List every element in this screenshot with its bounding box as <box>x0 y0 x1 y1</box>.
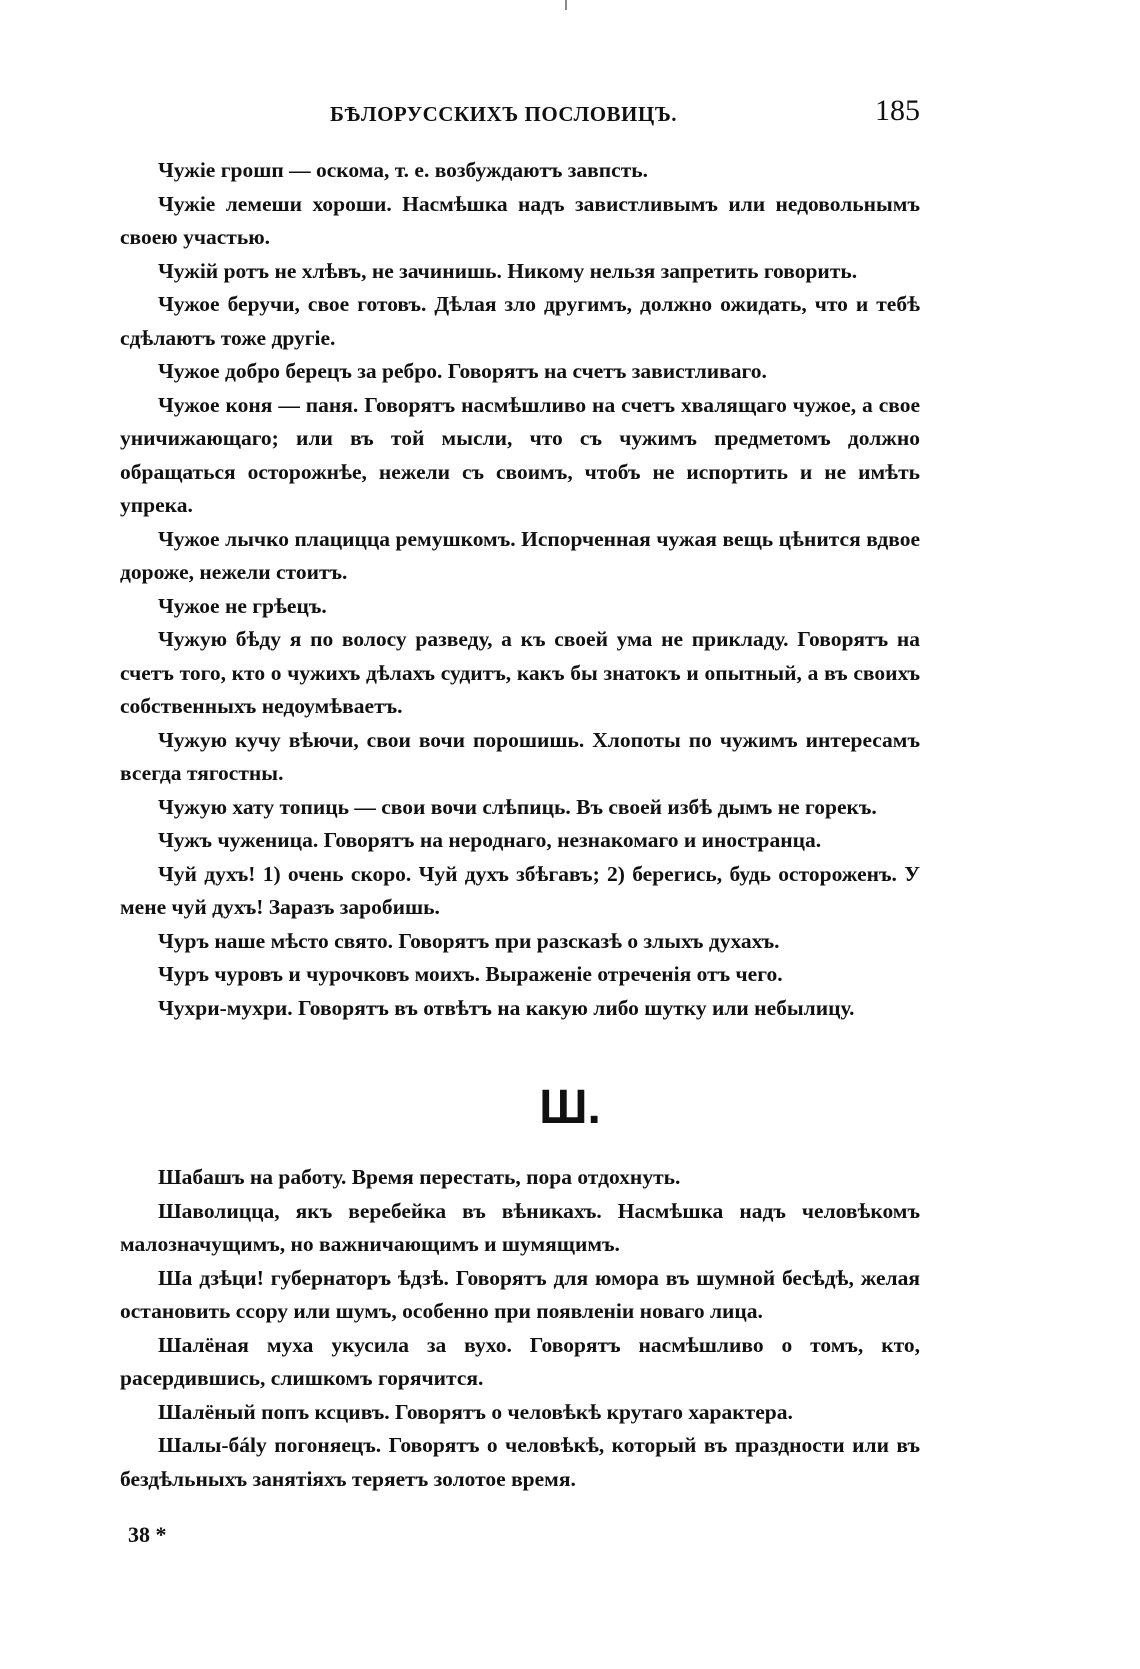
proverb-entry: Чужую кучу вѣючи, свои вочи порошишь. Хлопоты по чужимъ интересамъ всегда тягостны. <box>120 727 920 785</box>
proverb-entry: Чужое добро берецъ за ребро. Говорятъ на счетъ завистливаго. <box>158 359 767 383</box>
proverb-entry: Шалы-бály погоняецъ. Говорятъ о человѣкѣ, который въ праздности или въ бездѣльныхъ занятіяхъ теряетъ золотое время. <box>120 1433 920 1491</box>
proverb-entry: Чужіе лемеши хороши. Насмѣшка надъ завистливымъ или недовольнымъ своею участью. <box>120 191 920 249</box>
proverb-entry: Шалёная муха укусила за вухо. Говорятъ насмѣшливо о томъ, кто, расердившись, слишкомъ горячится. <box>120 1332 920 1390</box>
proverb-entry: Чужіе грошп — оскома, т. е. возбуждаютъ завпсть. <box>158 158 649 182</box>
proverb-entry: Чуй духъ! 1) очень скоро. Чуй духъ збѣгавъ; 2) берегись, будь остороженъ. У мене чуй духъ! Заразъ заробишь. <box>120 861 920 919</box>
scan-mark <box>565 0 567 10</box>
proverb-entry: Шалёный попъ ксцивъ. Говорятъ о человѣкѣ крутаго характера. <box>158 1399 793 1424</box>
proverb-entry: Чухри-мухри. Говорятъ въ отвѣтъ на какую либо шутку или небылицу. <box>158 995 855 1020</box>
printer-signature-mark: 38 * <box>128 1522 167 1547</box>
proverb-entry: Чужую хату топиць — свои вочи слѣпиць. Въ своей избѣ дымъ не горекъ. <box>158 794 877 819</box>
page-header <box>120 94 920 134</box>
running-title: БѢЛОРУССКИХЪ ПОСЛОВИЦЪ. <box>330 102 678 126</box>
proverb-entry: Чужій ротъ не хлѣвъ, не зачинишь. Никому нельзя запретить говорить. <box>158 258 858 283</box>
proverb-entry: Чужое не грѣецъ. <box>158 593 327 618</box>
proverbs-section-sh <box>120 1161 920 1496</box>
proverb-entry: Чужое лычко плацицца ремушкомъ. Испорченная чужая вещь цѣнится вдвое дороже, нежели стоитъ. <box>120 526 920 584</box>
proverb-entry: Чужую бѣду я по волосу разведу, а къ своей ума не прикладу. Говорятъ на счетъ того, кто о чужихъ дѣлахъ судитъ, какъ бы знатокъ и опытный, а въ своихъ собственныхъ недоумѣваетъ. <box>120 627 920 718</box>
proverb-entry: Шабашъ на работу. Время перестать, пора отдохнуть. <box>158 1165 681 1189</box>
section-heading: Ш. <box>539 1081 601 1134</box>
proverb-entry: Чуръ чуровъ и чурочковъ моихъ. Выраженіе отреченія отъ чего. <box>158 962 783 986</box>
proverb-entry: Шаволицца, якъ веребейка въ вѣникахъ. Насмѣшка надъ человѣкомъ малозначущимъ, но важничающимъ и шумящимъ. <box>120 1198 920 1256</box>
proverb-entry: Чуръ наше мѣсто свято. Говорятъ при разсказѣ о злыхъ духахъ. <box>158 928 780 953</box>
proverb-entry: Чужое беручи, свое готовъ. Дѣлая зло другимъ, должно ожидать, что и тебѣ сдѣлаютъ тоже другіе. <box>120 292 920 350</box>
page-number: 185 <box>875 94 920 127</box>
proverb-entry: Чужое коня — паня. Говорятъ насмѣшливо на счетъ хвалящаго чужое, а свое уничижающаго; или въ той мысли, что съ чужимъ предметомъ должно обращаться осторожнѣе, нежели съ своимъ, чтобъ не испортить и не имѣть упрека. <box>120 392 920 517</box>
proverb-entry: Чужъ чуженица. Говорятъ на нероднаго, незнакомаго и иностранца. <box>158 828 822 852</box>
proverbs-section-ch <box>120 154 920 1025</box>
proverb-entry: Ша дзѣци! губернаторъ ѣдзѣ. Говорятъ для юмора въ шумной бесѣдѣ, желая остановить ссору или шумъ, особенно при появленіи новаго лица. <box>120 1265 920 1323</box>
